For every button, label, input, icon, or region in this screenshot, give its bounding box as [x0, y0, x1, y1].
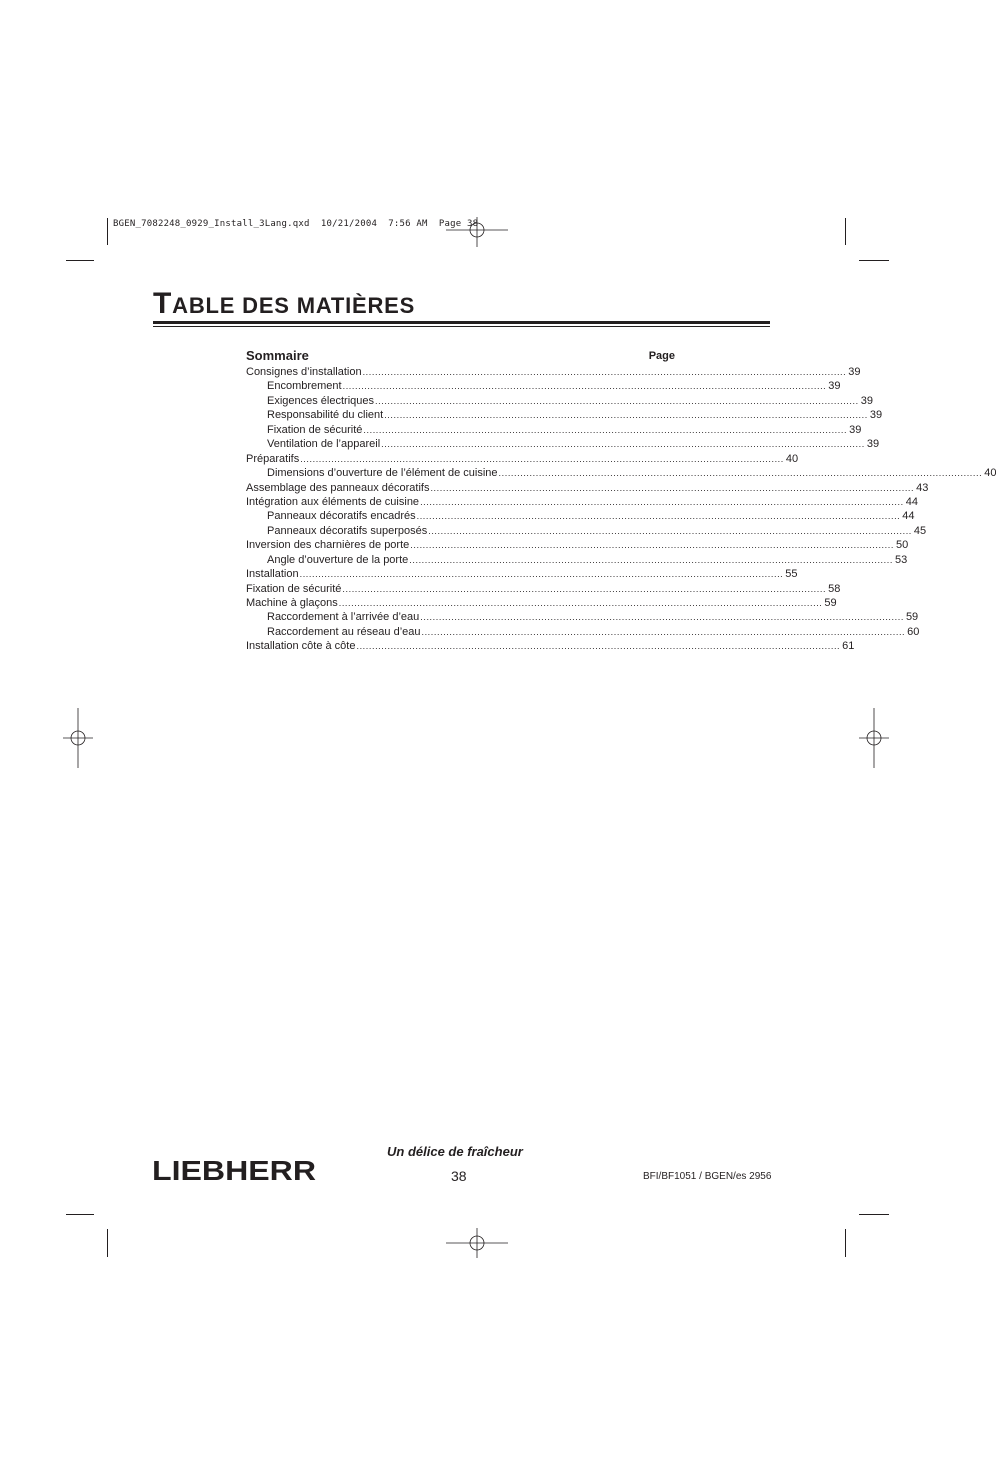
- toc-dot-leader: ............................................................................................................................................................: [384, 410, 868, 421]
- toc-entry-page: 39: [869, 409, 883, 422]
- toc-entry: [246, 509, 915, 523]
- toc-entry-page: 55: [785, 568, 798, 581]
- toc-entry-page: 39: [860, 394, 873, 407]
- toc-entry: [246, 524, 927, 538]
- toc-dot-leader: ............................................................................................................................................................: [381, 439, 865, 450]
- toc-dot-leader: ............................................................................................................................................................: [342, 381, 827, 392]
- registration-mark-bottom-icon: [446, 1228, 508, 1258]
- toc-entry: [246, 466, 996, 480]
- liebherr-logo: [151, 1155, 317, 1186]
- toc-entry-page: 60: [907, 625, 920, 638]
- toc-list: [246, 365, 996, 654]
- toc-entry: [246, 610, 919, 624]
- toc-dot-leader: ............................................................................................................................................................: [498, 468, 983, 479]
- toc-entry-page: 39: [866, 438, 880, 451]
- toc-entry-page: 44: [905, 495, 918, 508]
- crop-mark-top-right-vertical: [845, 218, 846, 245]
- svg-text:LIEBHERR: LIEBHERR: [152, 1155, 316, 1186]
- toc-entry-label: Inversion des charnières de porte: [246, 539, 410, 552]
- toc-entry-page: 44: [902, 510, 915, 523]
- toc-entry-label: Angle d’ouverture de la porte: [267, 553, 409, 566]
- toc-entry-label: Installation: [246, 568, 299, 581]
- toc-heading: Sommaire: [246, 348, 309, 363]
- print-slug: BGEN_7082248_0929_Install_3Lang.qxd 10/21/2004 7:56 AM Page 38: [113, 219, 479, 229]
- title-rule-thin: [153, 326, 770, 327]
- toc-entry: [246, 423, 862, 437]
- toc-dot-leader: ............................................................................................................................................................: [420, 496, 904, 507]
- toc-entry-page: 39: [828, 380, 841, 393]
- crop-mark-bottom-left-vertical: [107, 1229, 108, 1257]
- toc-dot-leader: ............................................................................................................................................................: [409, 554, 893, 565]
- toc-entry: [246, 452, 799, 466]
- toc-entry-label: Installation côte à côte: [246, 640, 356, 653]
- toc-page-heading: Page: [648, 350, 675, 362]
- crop-mark-top-left-vertical: [107, 218, 108, 245]
- page-title: [153, 287, 415, 323]
- toc-entry: [246, 379, 841, 393]
- toc-entry-label: Encombrement: [267, 380, 342, 393]
- toc-dot-leader: ............................................................................................................................................................: [342, 583, 827, 594]
- toc-entry-label: Intégration aux éléments de cuisine: [246, 495, 420, 508]
- toc-dot-leader: ............................................................................................................................................................: [363, 424, 848, 435]
- toc-entry: [246, 639, 855, 653]
- toc-entry: [246, 437, 880, 451]
- toc-entry-page: 43: [916, 481, 929, 494]
- toc-entry: [246, 394, 873, 408]
- toc-entry-page: 61: [842, 640, 855, 653]
- toc-dot-leader: ............................................................................................................................................................: [428, 525, 912, 536]
- toc-dot-leader: ............................................................................................................................................................: [375, 395, 859, 406]
- toc-dot-leader: ............................................................................................................................................................: [410, 540, 894, 551]
- page-number: 38: [451, 1168, 467, 1184]
- toc-entry-label: Préparatifs: [246, 452, 300, 465]
- crop-mark-bottom-right-horizontal: [859, 1214, 889, 1215]
- toc-entry: [246, 582, 841, 596]
- title-rule-thick: [153, 321, 770, 324]
- toc-entry: [246, 538, 909, 552]
- toc-entry-page: 39: [848, 366, 861, 378]
- document-reference: BFI/BF1051 / BGEN/es 2956: [643, 1171, 772, 1182]
- toc-entry-label: Panneaux décoratifs superposés: [267, 524, 428, 537]
- crop-mark-bottom-right-vertical: [845, 1229, 846, 1257]
- toc-entry-label: Assemblage des panneaux décoratifs: [246, 481, 430, 494]
- toc-entry-page: 59: [824, 597, 837, 609]
- toc-entry-label: Raccordement à l’arrivée d’eau: [267, 611, 420, 624]
- toc-entry: [246, 408, 883, 422]
- toc-entry: [246, 596, 837, 610]
- crop-mark-top-left-horizontal: [66, 260, 94, 261]
- toc-entry-label: Panneaux décoratifs encadrés: [267, 510, 416, 523]
- toc-dot-leader: ............................................................................................................................................................: [421, 626, 906, 637]
- toc-entry-page: 58: [828, 582, 841, 595]
- table-of-contents: [246, 343, 996, 654]
- toc-entry-page: 59: [905, 611, 919, 624]
- toc-entry-page: 50: [895, 539, 909, 552]
- toc-entry: [246, 567, 798, 581]
- toc-dot-leader: ............................................................................................................................................................: [416, 511, 901, 522]
- toc-entry-label: Ventilation de l’appareil: [267, 438, 381, 451]
- toc-entry-label: Fixation de sécurité: [246, 582, 342, 595]
- toc-dot-leader: ............................................................................................................................................................: [299, 569, 784, 580]
- toc-dot-leader: ............................................................................................................................................................: [362, 367, 847, 377]
- toc-dot-leader: ............................................................................................................................................................: [420, 612, 904, 623]
- toc-entry-label: Dimensions d’ouverture de l’élément de cuisine: [267, 467, 498, 480]
- registration-mark-left-icon: [63, 708, 93, 768]
- crop-mark-bottom-left-horizontal: [66, 1214, 94, 1215]
- toc-entry-page: 45: [913, 524, 927, 537]
- toc-entry-page: 39: [849, 423, 862, 436]
- toc-entry-label: Machine à glaçons: [246, 597, 338, 609]
- toc-entry-page: 40: [984, 467, 996, 480]
- toc-entry-page: 40: [785, 452, 799, 465]
- toc-entry-label: Fixation de sécurité: [267, 423, 363, 436]
- crop-mark-top-right-horizontal: [859, 260, 889, 261]
- toc-dot-leader: ............................................................................................................................................................: [338, 598, 823, 608]
- registration-mark-right-icon: [859, 708, 889, 768]
- toc-entry: [246, 495, 918, 509]
- toc-dot-leader: ............................................................................................................................................................: [356, 641, 841, 652]
- registration-mark-top-icon: [446, 217, 508, 247]
- toc-entry-label: Responsabilité du client: [267, 409, 384, 422]
- tagline: Un délice de fraîcheur: [387, 1144, 523, 1159]
- toc-entry: [246, 365, 861, 379]
- toc-entry-label: Exigences électriques: [267, 394, 375, 407]
- toc-entry: [246, 481, 929, 495]
- toc-entry-label: Consignes d’installation: [246, 366, 362, 378]
- toc-entry: [246, 553, 908, 567]
- toc-dot-leader: ............................................................................................................................................................: [430, 482, 915, 493]
- toc-entry-page: 53: [894, 553, 908, 566]
- page-title-initial: T: [153, 287, 173, 320]
- page-title-rest: ABLE DES MATIÈRES: [172, 293, 416, 318]
- toc-entry-label: Raccordement au réseau d’eau: [267, 625, 421, 638]
- toc-entry: [246, 625, 920, 639]
- toc-dot-leader: ............................................................................................................................................................: [300, 453, 784, 464]
- toc-header: [246, 343, 675, 363]
